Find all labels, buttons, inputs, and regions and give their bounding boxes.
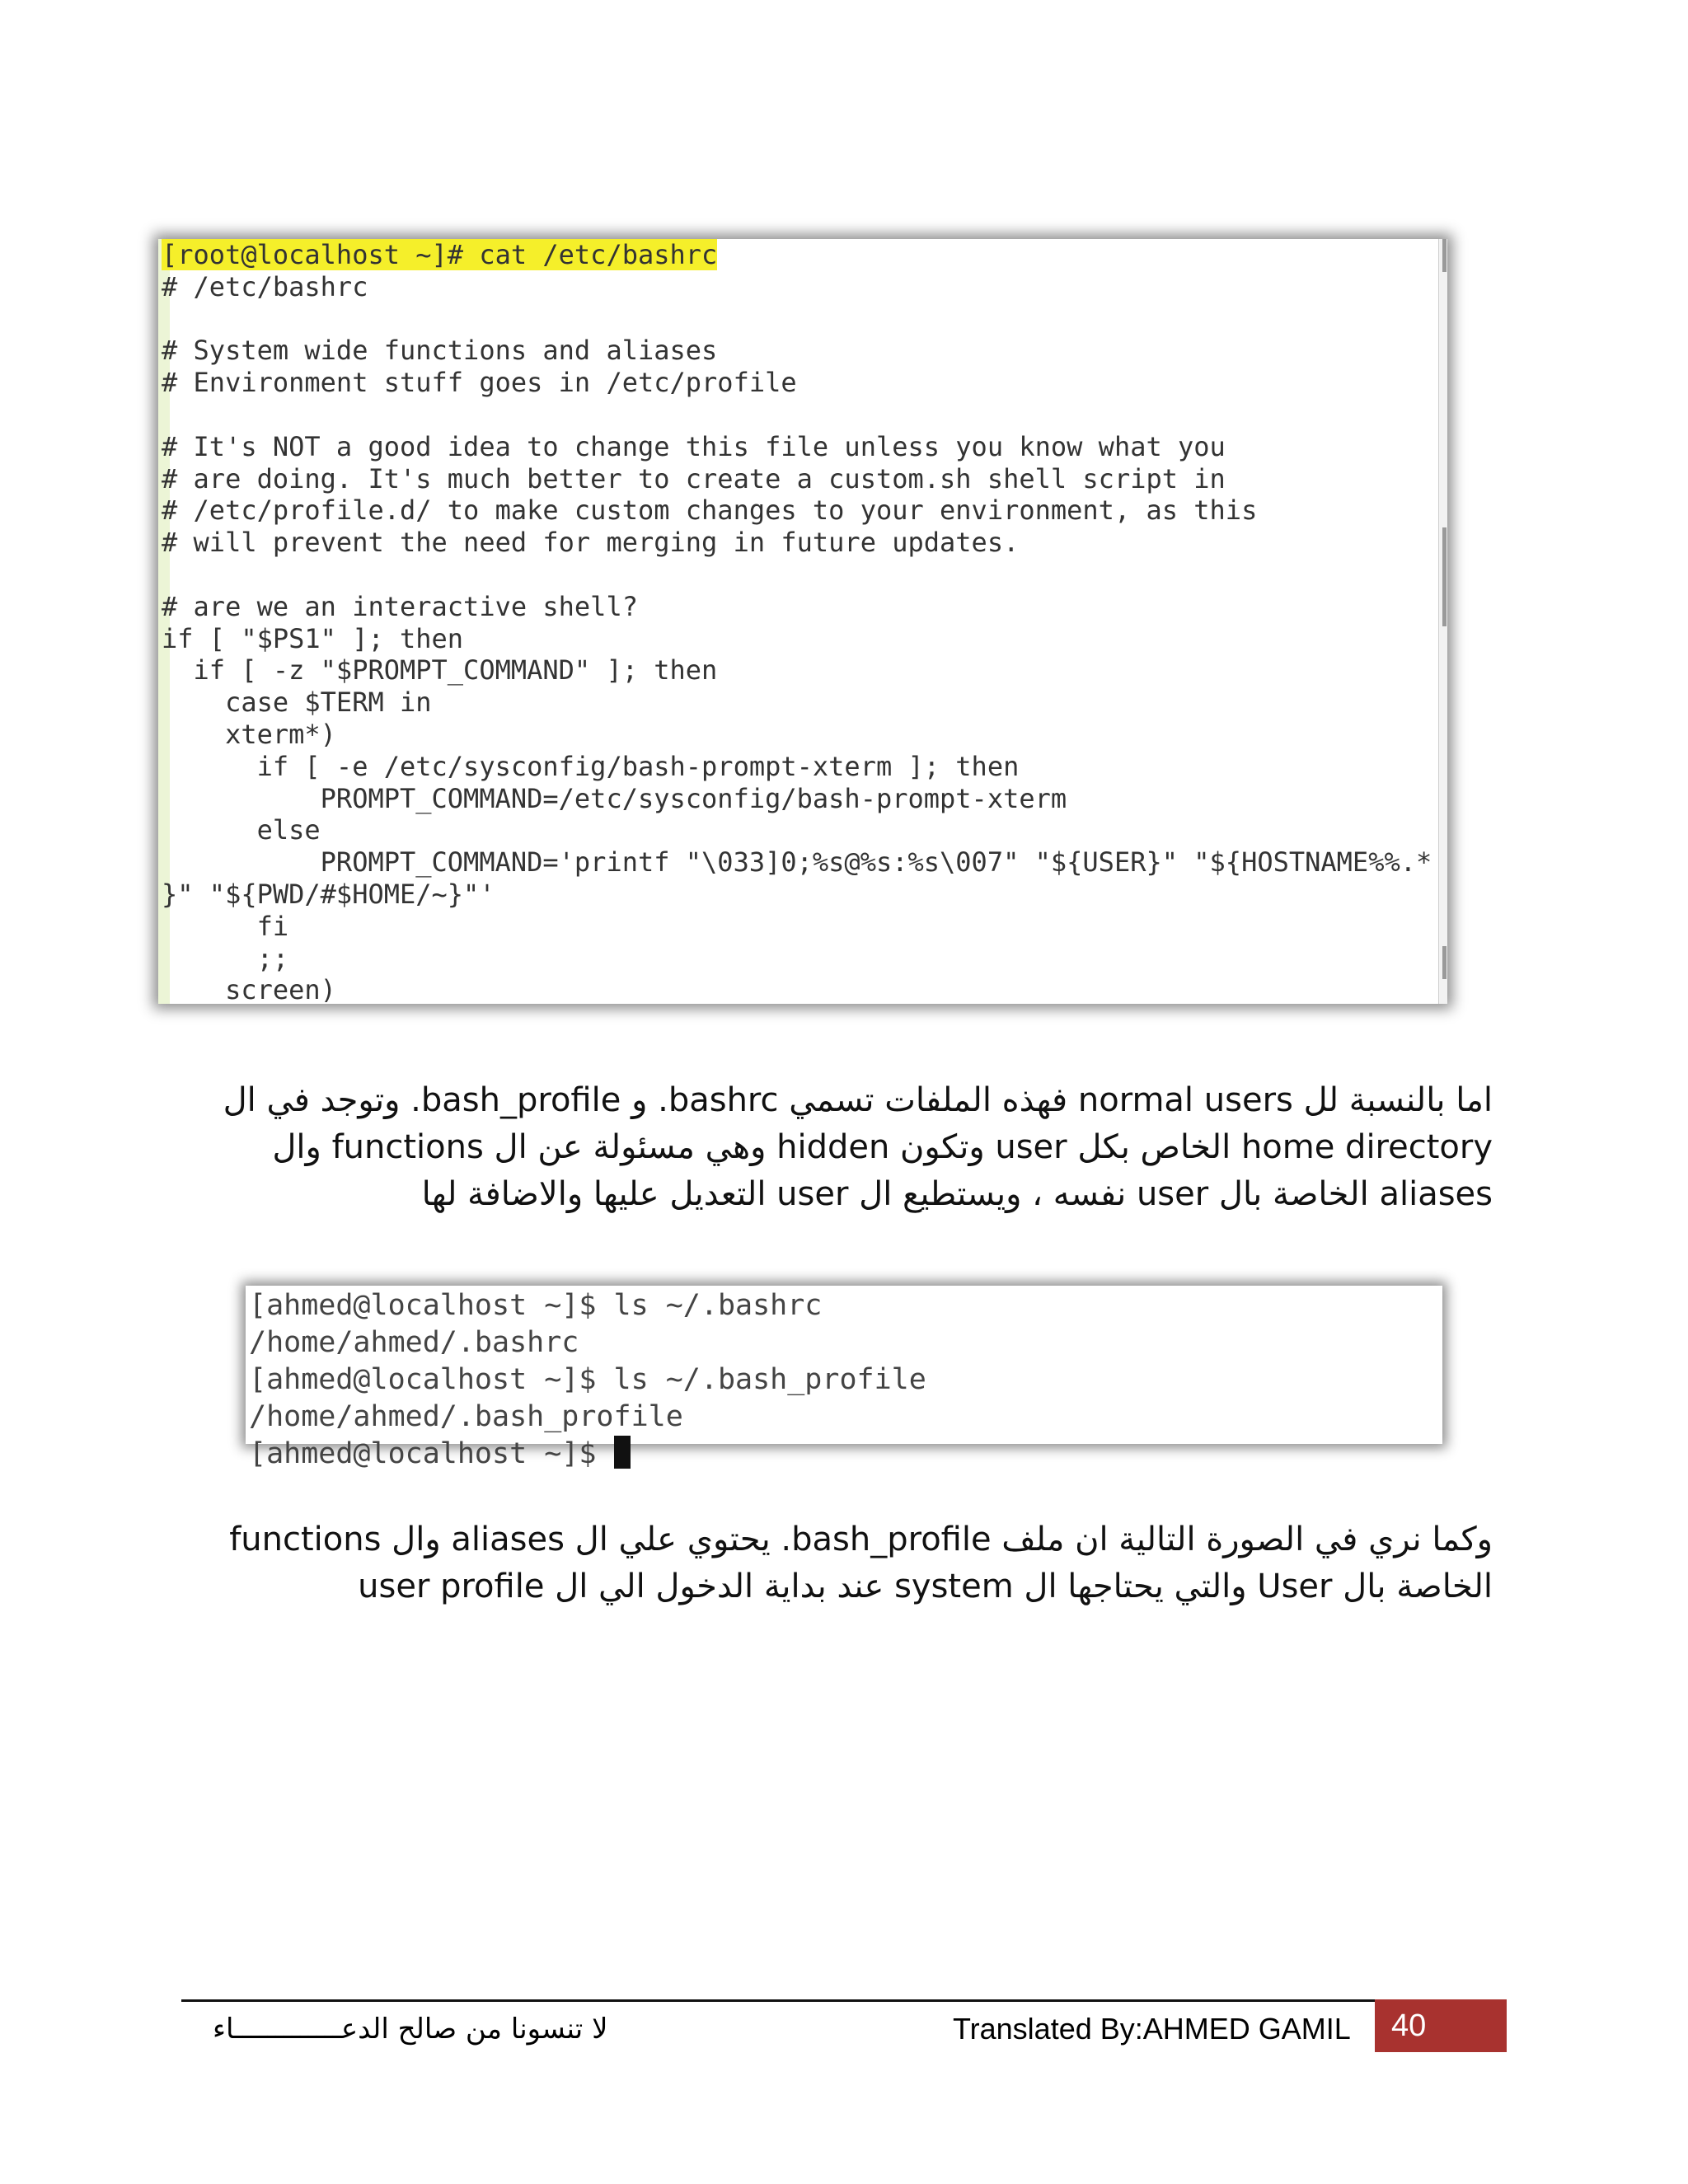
terminal-line: }" "${PWD/#$HOME/~}"' (162, 878, 495, 910)
terminal-line: screen) (162, 974, 336, 1006)
terminal-line: if [ "$PS1" ]; then (162, 622, 464, 654)
terminal-line: PROMPT_COMMAND='printf "\033]0;%s@%s:%s\007" "${USER}" "${HOSTNAME%%.* (162, 846, 1432, 879)
scrollbar-thumb[interactable] (1442, 527, 1447, 626)
terminal-line: # will prevent the need for merging in future updates. (162, 527, 1020, 559)
scrollbar-tick (1442, 946, 1447, 979)
paragraph-line: وكما نري في الصورة التالية ان ملف bash_profile. يحتوي علي ال aliases وال functions (229, 1521, 1493, 1558)
terminal-line: # are doing. It's much better to create a custom.sh shell script in (162, 462, 1226, 494)
footer-divider (181, 1999, 1507, 2002)
terminal-line (162, 559, 1432, 591)
terminal-line (162, 303, 1432, 335)
paragraph-bash-profile (229, 1516, 1493, 1610)
paragraph-line: home directory الخاص بكل user وتكون hidden وهي مسئولة عن ال functions وال (272, 1128, 1493, 1166)
footer-dua-text: لا تنسونا من صالح الدعـــــــــــــاء (213, 2013, 608, 2046)
terminal-line (162, 399, 1432, 431)
terminal-prompt-command: [root@localhost ~]# cat /etc/bashrc (162, 239, 718, 270)
paragraph-line: aliases الخاصة بال user نفسه ، ويستطيع ال user التعديل عليها والاضافة لها (421, 1175, 1493, 1213)
page-number-badge: 40 (1375, 1999, 1507, 2052)
terminal-line: if [ -z "$PROMPT_COMMAND" ]; then (162, 654, 718, 687)
terminal-line: # System wide functions and aliases (162, 335, 718, 367)
terminal-line: PROMPT_COMMAND=/etc/sysconfig/bash-prompt-xterm (162, 782, 1067, 814)
paragraph-normal-users (223, 1077, 1493, 1218)
paragraph-line: الخاصة بال User والتي يحتاجها ال system عند بداية الدخول الي ال user profile (358, 1568, 1493, 1605)
terminal-line: [ahmed@localhost ~]$ ls ~/.bash_profile (249, 1363, 926, 1396)
terminal-line: # Environment stuff goes in /etc/profile (162, 367, 797, 399)
terminal-line: xterm*) (162, 718, 336, 750)
terminal-partial-line: [ahmed@localhost ~]$ (249, 1436, 908, 1447)
paragraph-line: اما بالنسبة لل normal users فهذه الملفات تسمي bashrc. و bash_profile. وتوجد في ال (223, 1081, 1493, 1119)
terminal-line: ;; (162, 942, 289, 974)
terminal-output (162, 239, 1432, 1006)
bashrc-terminal-screenshot (158, 239, 1447, 1004)
terminal-line: else (162, 814, 321, 846)
ls-terminal-screenshot (246, 1286, 1442, 1470)
terminal-line: # are we an interactive shell? (162, 590, 638, 622)
scrollbar-tick (1442, 239, 1447, 272)
terminal-line: [ahmed@localhost ~]$ ls ~/.bashrc (249, 1289, 823, 1322)
terminal-line: # /etc/profile.d/ to make custom changes to your environment, as this (162, 494, 1258, 527)
footer-translator-credit: Translated By:AHMED GAMIL (953, 2012, 1351, 2046)
terminal-line: if [ -e /etc/sysconfig/bash-prompt-xterm ]; then (162, 750, 1020, 782)
terminal-line: fi (162, 910, 289, 942)
terminal-line: # /etc/bashrc (162, 270, 368, 302)
terminal-cursor-icon (614, 1436, 631, 1469)
terminal-line: # It's NOT a good idea to change this file unless you know what you (162, 430, 1226, 462)
terminal-scrollbar[interactable] (1438, 239, 1447, 1004)
terminal-line: case $TERM in (162, 687, 432, 719)
terminal-line: /home/ahmed/.bash_profile (249, 1400, 683, 1433)
terminal-line: /home/ahmed/.bashrc (249, 1326, 579, 1359)
terminal-output (249, 1287, 926, 1436)
